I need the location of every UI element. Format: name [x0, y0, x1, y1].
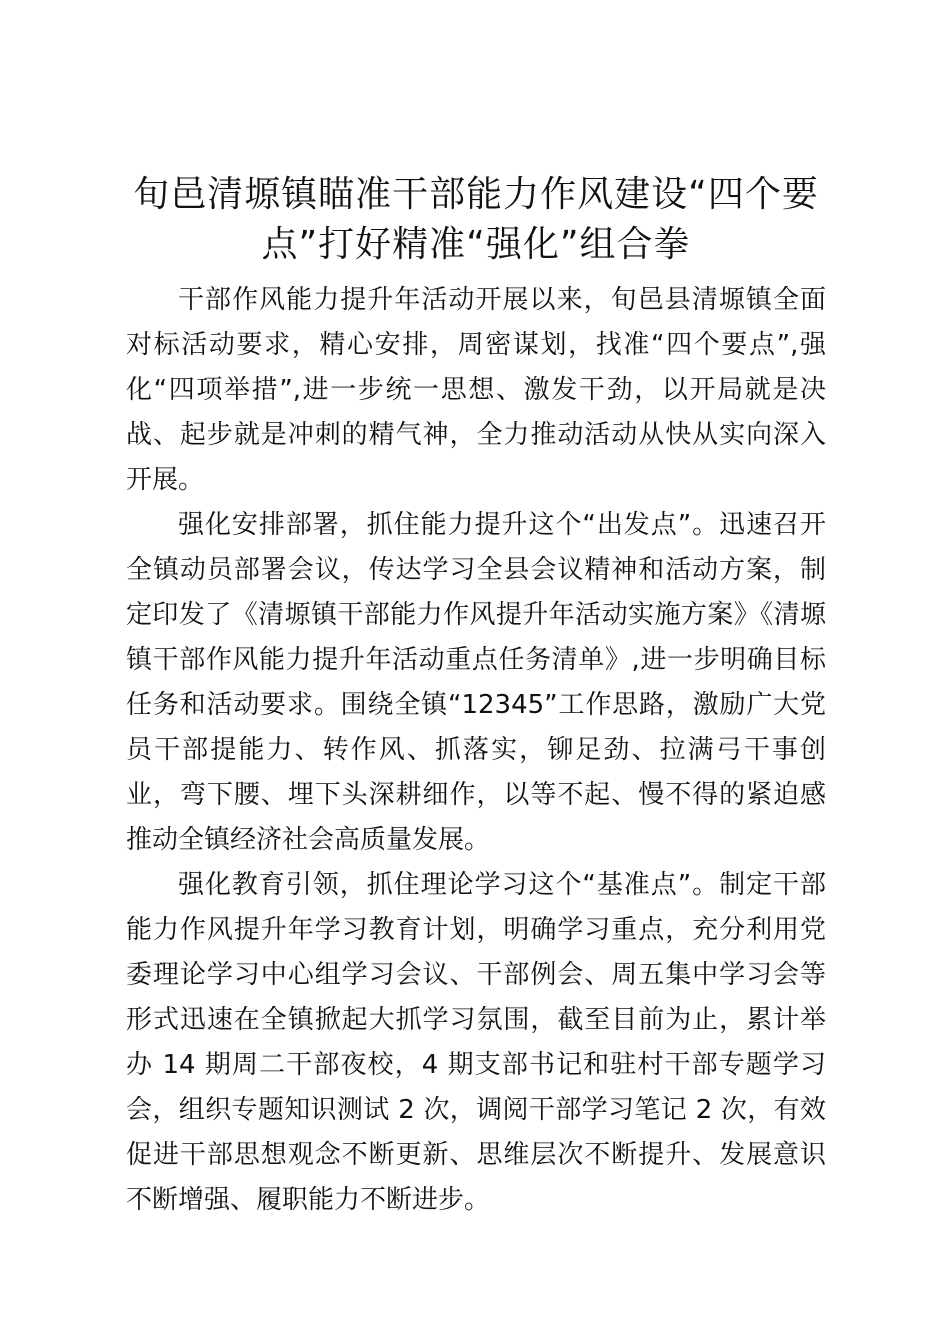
paragraph-intro: 干部作风能力提升年活动开展以来，旬邑县清塬镇全面对标活动要求，精心安排，周密谋划，找准“四个要点”,强化“四项举措”,进一步统一思想、激发干劲，以开局就是决战、起步就是冲刺的精气神，全力推动活动从快从实向深入开展。 [126, 285, 826, 495]
document-title: 旬邑清塬镇瞄准干部能力作风建设“四个要点”打好精准“强化”组合拳 [133, 174, 819, 265]
paragraph-deployment: 强化安排部署，抓住能力提升这个“出发点”。迅速召开全镇动员部署会议，传达学习全县会议精神和活动方案，制定印发了《清塬镇干部能力作风提升年活动实施方案》《清塬镇干部作风能力提升年活动重点任务清单》,进一步明确目标任务和活动要求。围绕全镇“12345”工作思路，激励广大党员干部提能力、转作风、抓落实，铆足劲、拉满弓干事创业，弯下腰、埋下头深耕细作，以等不起、慢不得的紧迫感推动全镇经济社会高质量发展。 [126, 510, 826, 855]
paragraph-education: 强化教育引领，抓住理论学习这个“基准点”。制定干部能力作风提升年学习教育计划，明确学习重点，充分利用党委理论学习中心组学习会议、干部例会、周五集中学习会等形式迅速在全镇掀起大抓学习氛围，截至目前为止，累计举办 14 期周二干部夜校，4 期支部书记和驻村干部专题学习会，组织专题知识测试 2 次，调阅干部学习笔记 2 次，有效促进干部思想观念不断更新、思维层次不断提升、发展意识不断增强、履职能力不断进步。 [126, 870, 826, 1215]
document-body [126, 278, 826, 1223]
